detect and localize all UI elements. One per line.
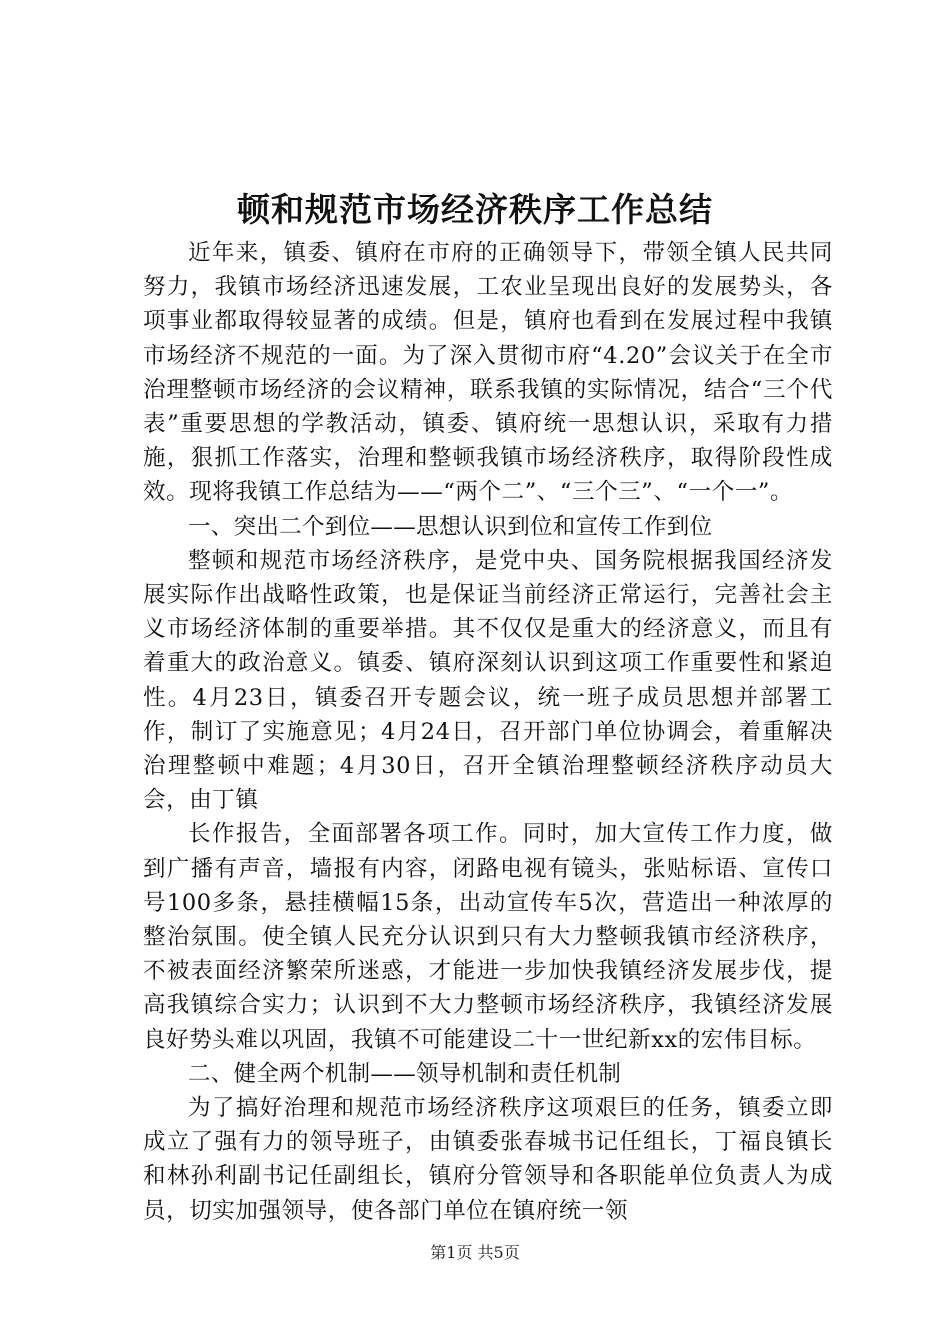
paragraph-intro: 近年来，镇委、镇府在市府的正确领导下，带领全镇人民共同努力，我镇市场经济迅速发展，工农业呈现出良好的发展势头，各项事业都取得较显著的成绩。但是，镇府也看到在发展过程中我镇市场经济不规范的一面。为了深入贯彻市府“4.20”会议关于在全市治理整顿市场经济的会议精神，联系我镇的实际情况，结合“三个代表”重要思想的学教活动，镇委、镇府统一思想认识，采取有力措施，狠抓工作落实，治理和整顿我镇市场经济秩序，取得阶段性成效。现将我镇工作总结为——“两个二”、“三个三”、“一个一”。 bbox=[143, 240, 833, 506]
section-heading-2: 二、健全两个机制——领导机制和责任机制 bbox=[188, 1060, 622, 1087]
document-title: 顿和规范市场经济秩序工作总结 bbox=[237, 190, 713, 229]
page-number: 第1页 共5页 bbox=[430, 1243, 520, 1262]
paragraph-section-1b: 长作报告，全面部署各项工作。同时，加大宣传工作力度，做到广播有声音，墙报有内容，闭路电视有镜头，张贴标语、宣传口号100多条，悬挂横幅15条，出动宣传车5次，营造出一种浓厚的整治氛围。使全镇人民充分认识到只有大力整顿我镇市经济秩序，不被表面经济繁荣所迷惑，才能进一步加快我镇经济发展步伐，提高我镇综合实力；认识到不大力整顿市场经济秩序，我镇经济发展良好势头难以巩固，我镇不可能建设二十一世纪新xx的宏伟目标。 bbox=[143, 821, 833, 1053]
section-heading-1: 一、突出二个到位——思想认识到位和宣传工作到位 bbox=[188, 513, 713, 540]
document-body bbox=[143, 236, 833, 1228]
paragraph-section-2a: 为了搞好治理和规范市场经济秩序这项艰巨的任务，镇委立即成立了强有力的领导班子，由镇委张春城书记任组长，丁福良镇长和林孙利副书记任副组长，镇府分管领导和各职能单位负责人为成员，切实加强领导，使各部门单位在镇府统一领 bbox=[143, 1095, 833, 1224]
paragraph-section-1a: 整顿和规范市场经济秩序，是党中央、国务院根据我国经济发展实际作出战略性政策，也是保证当前经济正常运行，完善社会主义市场经济体制的重要举措。其不仅仅是重大的经济意义，而且有着重大的政治意义。镇委、镇府深刻认识到这项工作重要性和紧迫性。4月23日，镇委召开专题会议，统一班子成员思想并部署工作，制订了实施意见；4月24日，召开部门单位协调会，着重解决治理整顿中难题；4月30日，召开全镇治理整顿经济秩序动员大会，由丁镇 bbox=[143, 547, 833, 814]
page-footer bbox=[0, 1242, 950, 1264]
